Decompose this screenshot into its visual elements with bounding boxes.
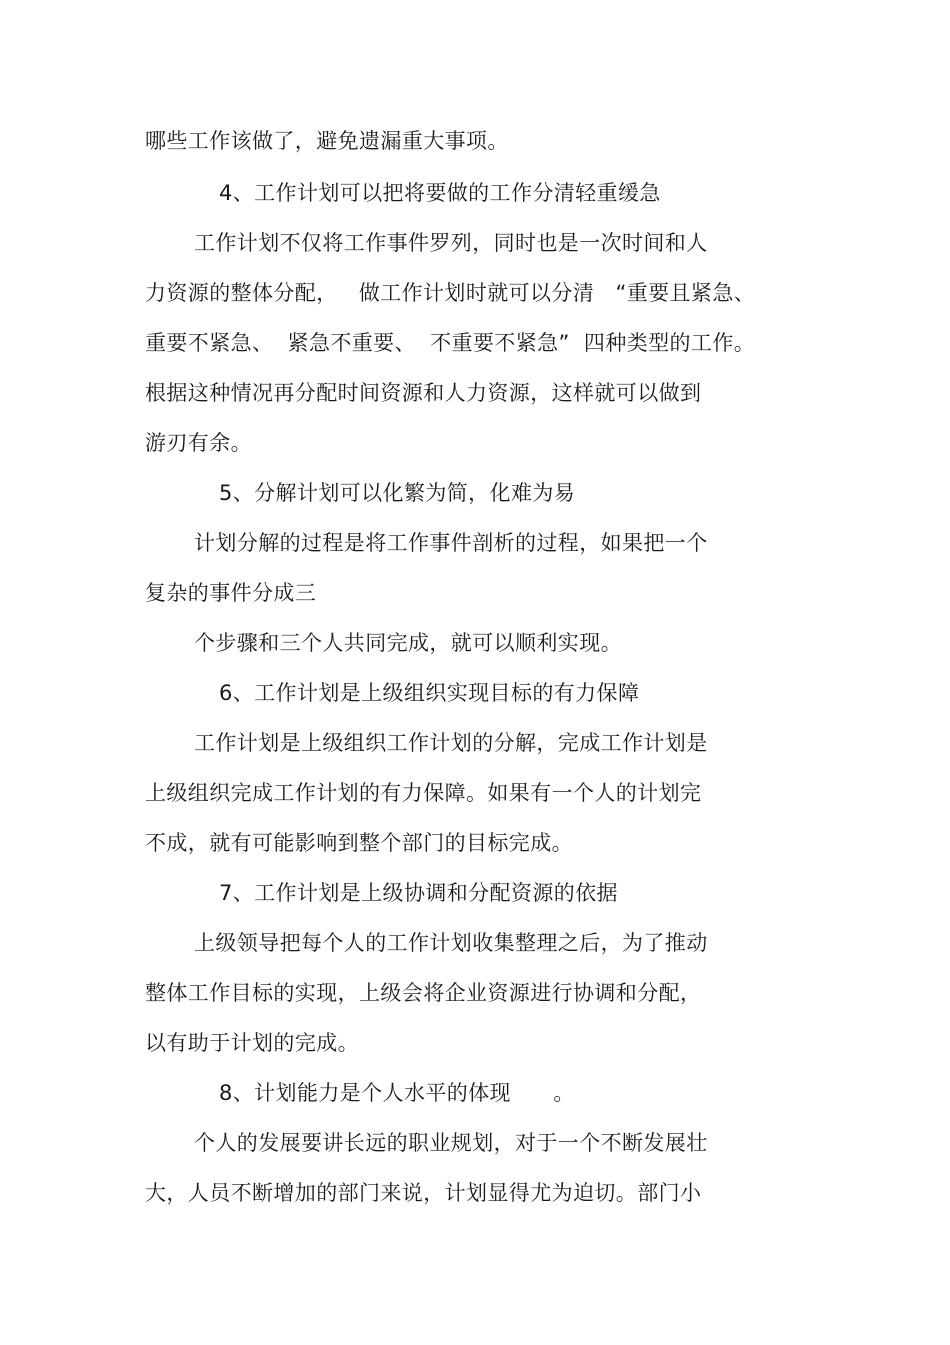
text-line-13: 上级领导把每个人的工作计划收集整理之后，为了推动 bbox=[194, 931, 708, 955]
text-line-7: 计划分解的过程是将工作事件剖析的过程，如果把一个 bbox=[194, 531, 708, 555]
text-line-6: 游刃有余。 bbox=[145, 431, 252, 455]
text-line-14: 整体工作目标的实现，上级会将企业资源进行协调和分配， bbox=[145, 981, 702, 1005]
text-line-12: 不成，就有可能影响到整个部门的目标完成。 bbox=[145, 831, 573, 855]
text-line-16: 个人的发展要讲长远的职业规划，对于一个不断发展壮 bbox=[194, 1131, 708, 1155]
text-line-5: 根据这种情况再分配时间资源和人力资源，这样就可以做到 bbox=[145, 381, 702, 405]
section-heading-4: 4、工作计划可以把将要做的工作分清轻重缓急 bbox=[219, 181, 661, 205]
text-line-8: 复杂的事件分成三 bbox=[145, 581, 317, 605]
section-heading-7: 7、工作计划是上级协调和分配资源的依据 bbox=[219, 881, 618, 905]
text-line-3: 力资源的整体分配， 做工作计划时就可以分清 “重要且紧急、 bbox=[145, 281, 756, 305]
text-line-17: 大，人员不断增加的部门来说，计划显得尤为迫切。部门小 bbox=[145, 1181, 702, 1205]
text-line-11: 上级组织完成工作计划的有力保障。如果有一个人的计划完 bbox=[145, 781, 702, 805]
text-line-9: 个步骤和三个人共同完成，就可以顺利实现。 bbox=[194, 631, 622, 655]
section-heading-5: 5、分解计划可以化繁为简，化难为易 bbox=[219, 481, 576, 505]
text-line-4: 重要不紧急、 紧急不重要、 不重要不紧急” 四种类型的工作。 bbox=[145, 331, 756, 355]
text-line-15: 以有助于计划的完成。 bbox=[145, 1031, 359, 1055]
text-line-10: 工作计划是上级组织工作计划的分解，完成工作计划是 bbox=[194, 731, 708, 755]
text-line-2: 工作计划不仅将工作事件罗列，同时也是一次时间和人 bbox=[194, 231, 708, 255]
section-heading-8: 8、计划能力是个人水平的体现 。 bbox=[219, 1081, 575, 1105]
text-line-1: 哪些工作该做了，避免遗漏重大事项。 bbox=[145, 129, 509, 153]
section-heading-6: 6、工作计划是上级组织实现目标的有力保障 bbox=[219, 681, 640, 705]
